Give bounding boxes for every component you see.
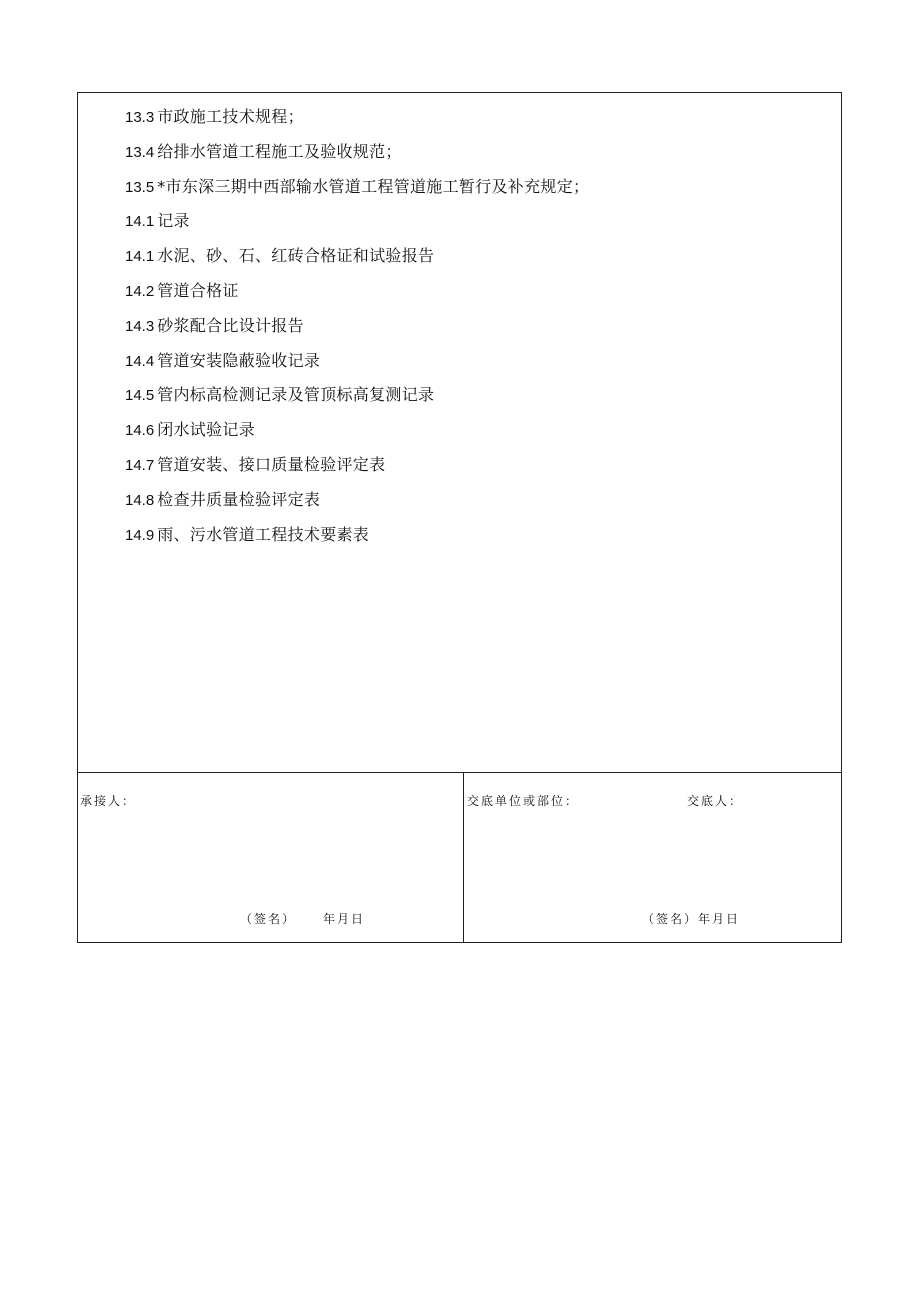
list-item (125, 383, 589, 418)
receiver-signature-label: （签名） (240, 912, 297, 926)
list-item (125, 349, 589, 384)
item-text: 给排水管道工程施工及验收规范； (157, 141, 402, 161)
list-item (125, 209, 589, 244)
receiver-date-label: 年月日 (323, 912, 366, 926)
list-item (125, 418, 589, 453)
item-text: 管道安装隐蔽验收记录 (157, 350, 321, 370)
presenter-cell (464, 773, 841, 942)
list-item (125, 279, 589, 314)
receiver-label: 承接人： (80, 794, 137, 808)
item-number: 13.3 (125, 109, 155, 126)
list-item (125, 140, 589, 175)
item-number: 14.7 (125, 456, 155, 474)
list-item (125, 523, 589, 558)
item-number: 14.3 (125, 317, 155, 335)
list-item (125, 488, 589, 523)
signature-row (78, 773, 841, 942)
list-item (125, 175, 589, 210)
item-text: 砂浆配合比设计报告 (157, 315, 304, 335)
list-item (125, 244, 589, 279)
item-text: 市政施工技术规程； (157, 107, 304, 126)
item-number: 13.4 (125, 143, 155, 161)
item-number: 14.1 (125, 213, 155, 231)
receiver-cell (78, 773, 464, 942)
item-text: *市东深三期中西部输水管道工程管道施工暂行及补充规定； (157, 176, 590, 196)
item-text: 管道安装、接口质量检验评定表 (157, 454, 386, 474)
item-number: 14.9 (125, 526, 155, 544)
presenter-signature-date-label: （签名）年月日 (642, 912, 741, 926)
item-text: 管内标高检测记录及管顶标高复测记录 (157, 385, 435, 405)
list-item (125, 453, 589, 488)
item-list (125, 105, 589, 557)
item-text: 闭水试验记录 (157, 420, 256, 440)
item-number: 14.1 (125, 248, 155, 266)
item-text: 水泥、砂、石、红砖合格证和试验报告 (157, 246, 435, 266)
handover-form-table (77, 92, 842, 943)
handover-unit-label: 交底单位或部位： (467, 794, 580, 808)
item-number: 14.8 (125, 491, 155, 509)
item-number: 14.4 (125, 352, 155, 370)
item-text: 雨、污水管道工程技术要素表 (157, 524, 370, 544)
item-number: 14.5 (125, 387, 155, 405)
presenter-label: 交底人： (687, 794, 744, 808)
list-item (125, 314, 589, 349)
content-area (78, 93, 841, 773)
item-text: 检查井质量检验评定表 (157, 489, 321, 509)
item-number: 14.2 (125, 282, 155, 300)
item-text: 管道合格证 (157, 280, 239, 300)
item-number: 14.6 (125, 422, 155, 440)
list-item (125, 105, 589, 140)
item-text: 记录 (157, 211, 190, 231)
item-number: 13.5 (125, 178, 155, 196)
